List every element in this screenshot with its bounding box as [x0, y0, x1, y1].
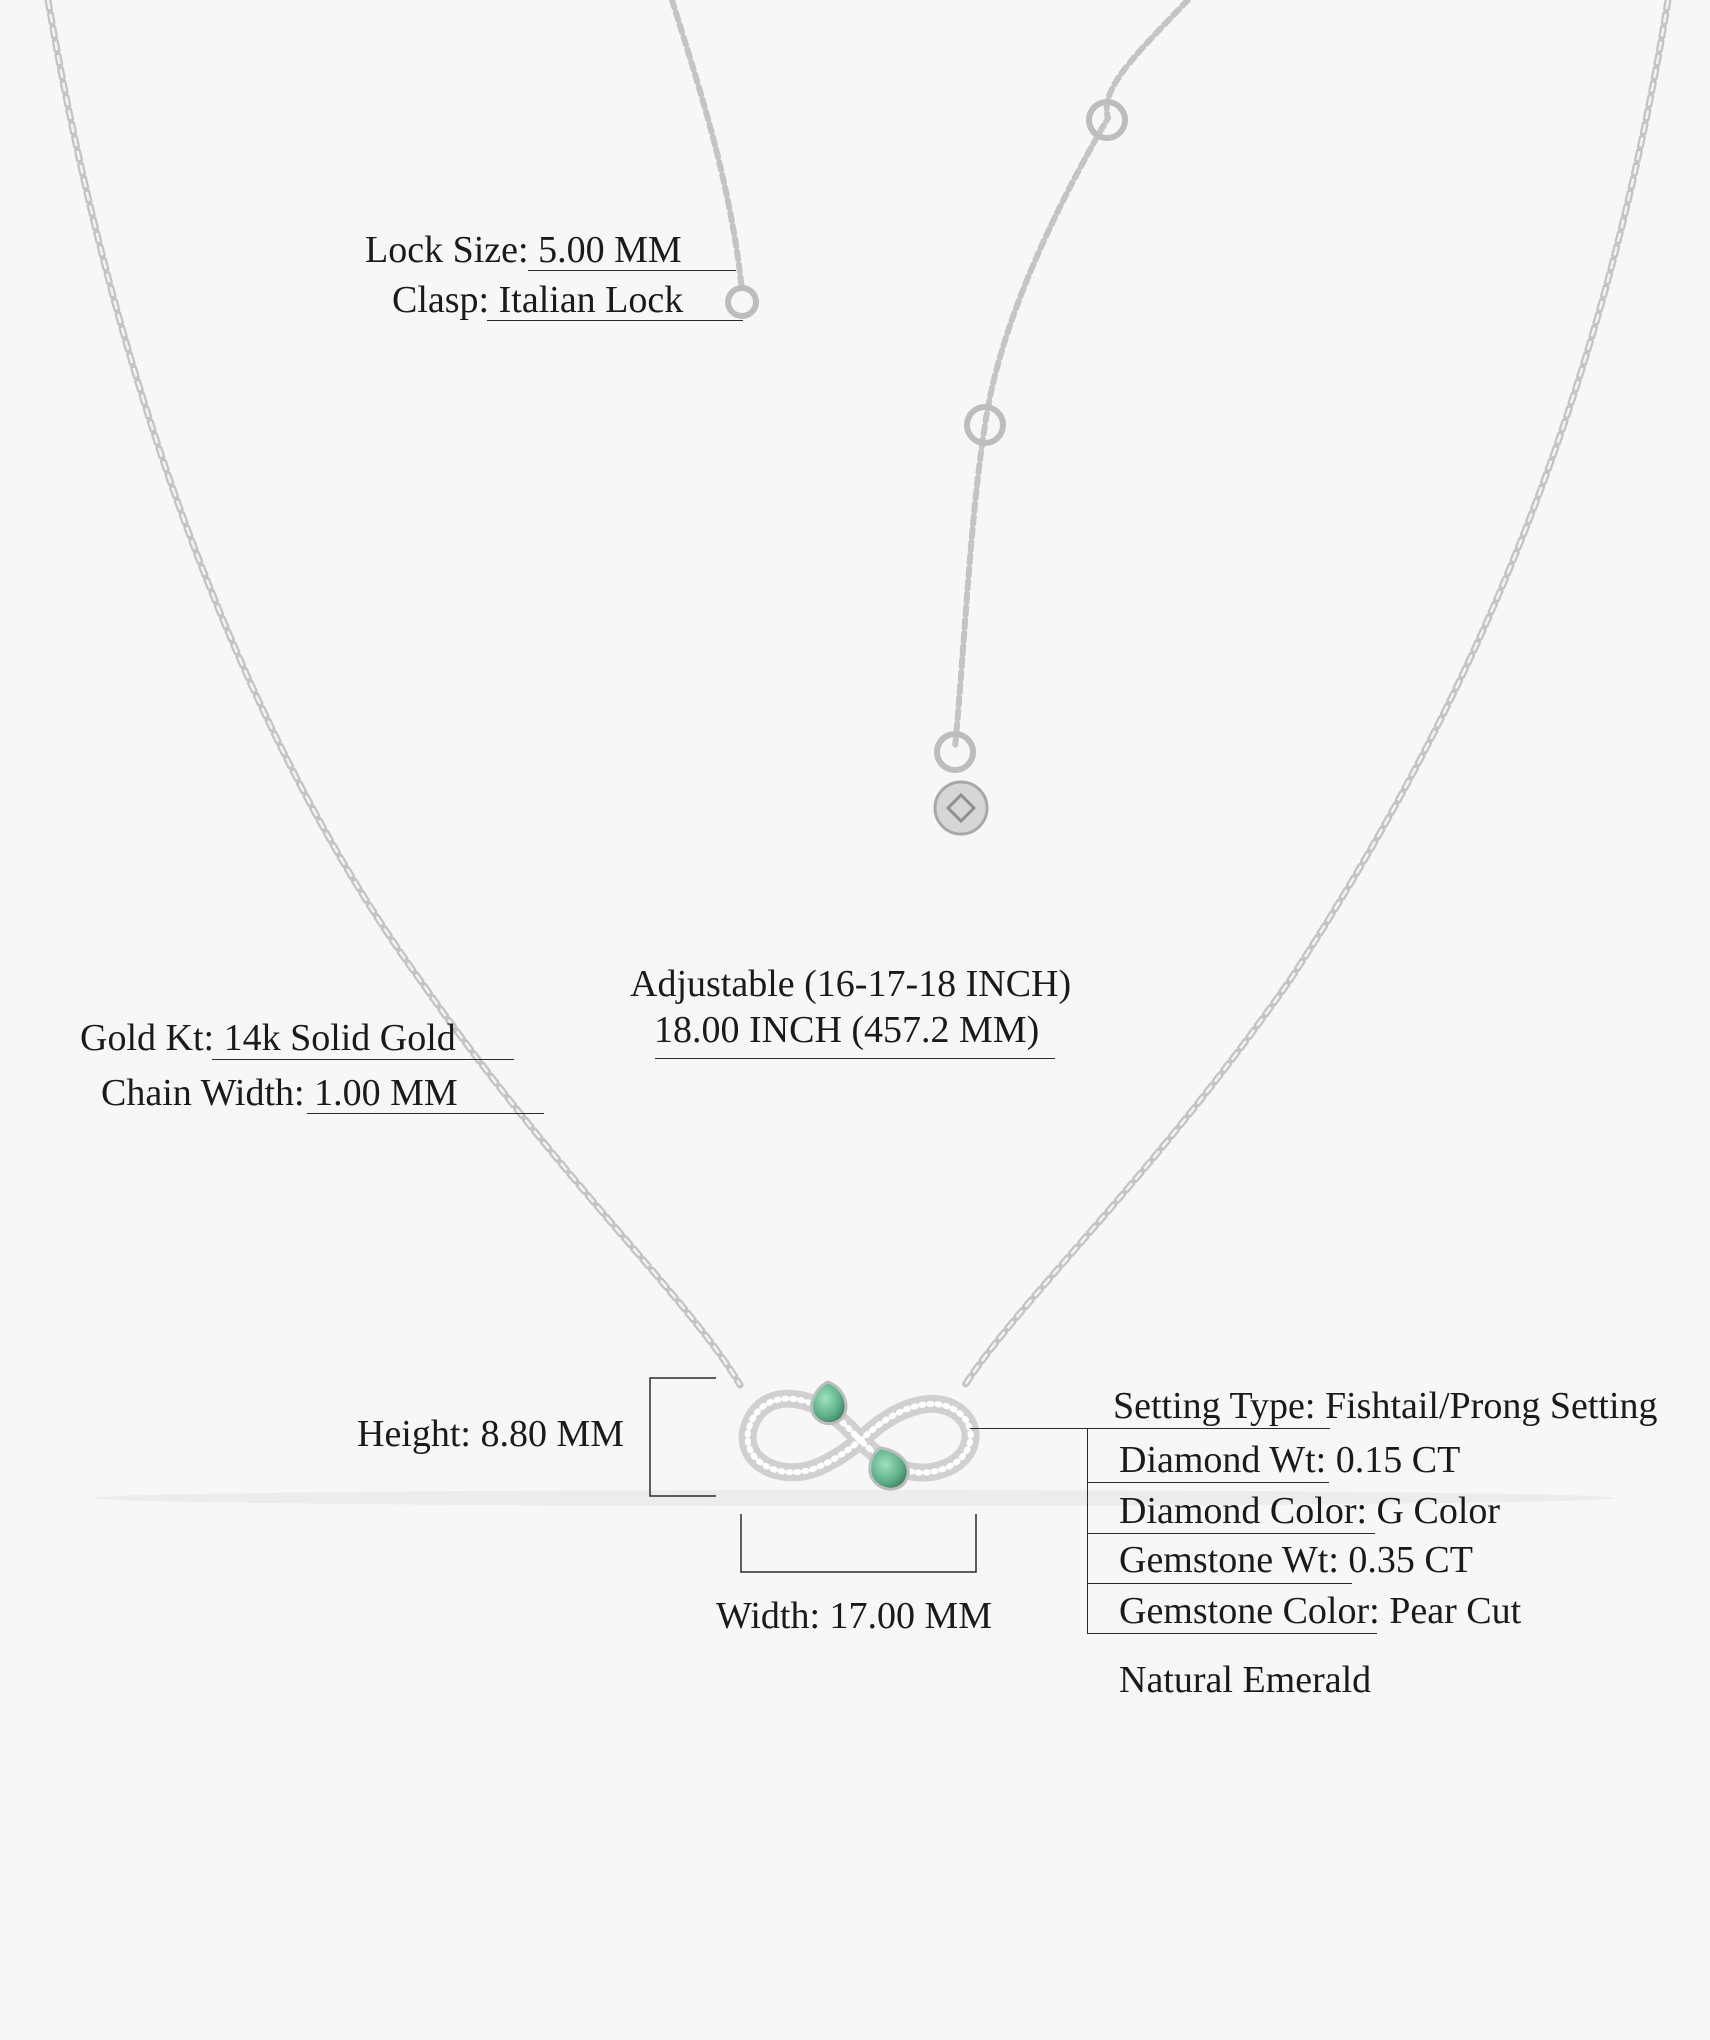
- gold-kt-label: [80, 1016, 456, 1060]
- width-label: Width: 17.00 MM: [716, 1595, 993, 1637]
- emerald-stone-left: [811, 1382, 846, 1424]
- chain-width-key: Chain Width:: [101, 1072, 305, 1114]
- lock-size-leader-line: [528, 270, 736, 271]
- lock-size-value: 5.00 MM: [528, 229, 682, 271]
- extender-chain: [955, 0, 1188, 748]
- clasp-key: Clasp:: [392, 279, 490, 321]
- gold-kt-value: 14k Solid Gold: [214, 1017, 456, 1059]
- diamond-color-underline: [1087, 1533, 1375, 1534]
- height-label: Height: 8.80 MM: [357, 1413, 625, 1455]
- emerald-stone-right: [870, 1448, 908, 1489]
- chain-width-value: 1.00 MM: [304, 1072, 458, 1114]
- gemstone-color-value: Pear Cut: [1379, 1590, 1522, 1632]
- chain-width-label: [101, 1071, 458, 1115]
- setting-type-underline: [1087, 1428, 1330, 1429]
- length-adjustable-label: Adjustable (16-17-18 INCH): [630, 963, 1072, 1005]
- width-bracket: [741, 1514, 976, 1572]
- length-underline: [655, 1058, 1055, 1059]
- gold-kt-key: Gold Kt:: [80, 1017, 215, 1059]
- infinity-pendant: [748, 1382, 971, 1489]
- diamond-wt-label: [1119, 1438, 1460, 1482]
- lock-size-label: [365, 228, 682, 272]
- gemstone-wt-value: 0.35 CT: [1338, 1539, 1473, 1581]
- gemstone-wt-key: Gemstone Wt:: [1119, 1539, 1339, 1581]
- gemstone-type-label: Natural Emerald: [1119, 1659, 1372, 1701]
- diamond-wt-underline: [1087, 1482, 1329, 1483]
- clasp-value: Italian Lock: [489, 279, 684, 321]
- gemstone-color-label: [1119, 1589, 1521, 1633]
- length-label: 18.00 INCH (457.2 MM): [654, 1009, 1040, 1051]
- gemstone-color-underline: [1087, 1633, 1377, 1634]
- gemstone-wt-label: [1119, 1538, 1473, 1582]
- diamond-wt-key: Diamond Wt:: [1119, 1439, 1327, 1481]
- setting-type-label: [1113, 1384, 1658, 1428]
- height-bracket: [650, 1378, 716, 1496]
- italian-lock-clasp: [728, 288, 756, 316]
- chain-width-leader-line: [307, 1113, 544, 1114]
- diamond-color-value: G Color: [1367, 1490, 1501, 1532]
- diamond-color-key: Diamond Color:: [1119, 1490, 1368, 1532]
- gemstone-color-key: Gemstone Color:: [1119, 1590, 1380, 1632]
- setting-type-leader-line: [970, 1428, 1088, 1429]
- chain-right: [965, 0, 1668, 1385]
- setting-type-value: Fishtail/Prong Setting: [1315, 1385, 1658, 1427]
- chain-left: [48, 0, 740, 1385]
- clasp-label: [392, 278, 683, 322]
- spec-bracket-line: [1087, 1428, 1088, 1634]
- brand-tag-charm: [935, 782, 987, 834]
- diamond-color-label: [1119, 1489, 1500, 1533]
- gold-kt-leader-line: [212, 1059, 514, 1060]
- lock-size-key: Lock Size:: [365, 229, 529, 271]
- setting-type-key: Setting Type:: [1113, 1385, 1316, 1427]
- clasp-chain: [672, 0, 742, 290]
- gemstone-wt-underline: [1087, 1583, 1352, 1584]
- diamond-wt-value: 0.15 CT: [1326, 1439, 1461, 1481]
- clasp-leader-line: [487, 320, 743, 321]
